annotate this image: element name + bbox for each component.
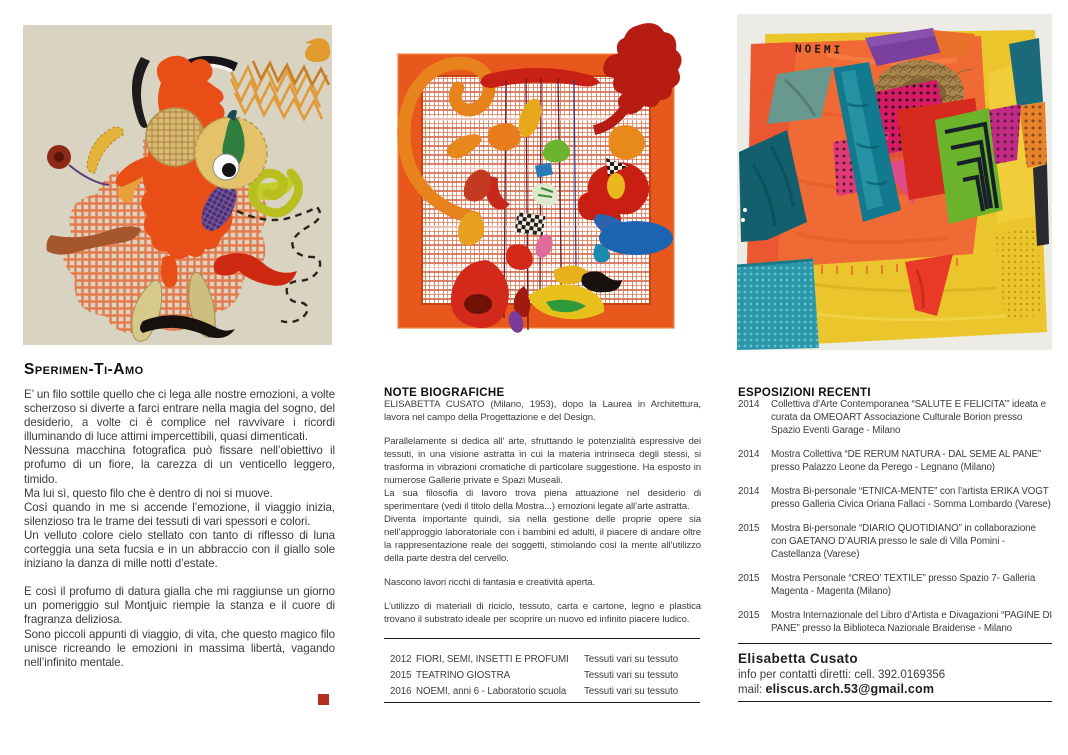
exhibition-text: Collettiva d’Arte Contemporanea “SALUTE E FELICITA’” ideata e curata da OMEOART Associazione Culturale Borion presso Spazio Eventi Garage - Milano (771, 399, 1046, 437)
work-year: 2012 (390, 654, 412, 665)
contact-mail-line (738, 682, 1052, 696)
body-paragraph: Nessuna macchina fotografica può fissare nell’obiettivo il profumo di un fiore, la carezza di un venticello leggero, timido. (24, 444, 335, 486)
divider-line (384, 638, 700, 639)
bio-paragraph: L’utilizzo di materiali di riciclo, tessuto, carta e cartone, legno e plastica trovano il substrato ideale per scoprire un nuovo ed infinito piacere ludico. (384, 601, 701, 625)
blue-fish-shape (599, 221, 673, 255)
bio-paragraph: Parallelamente si dedica all’ arte, sfruttando le potenzialità espressive dei tessuti, in una visione astratta in cui la materia intrinseca degli stessi, si trasforma in vibrazioni cromatiche di particolare suggestione. Ha esposto in numerose Gallerie private e Spazi Museali. (384, 436, 701, 486)
bio-text-block (384, 398, 701, 626)
list-item (738, 398, 1053, 438)
body-paragraph: Così quando in me si accende l’emozione, il viaggio inizia, silenzioso tra le trame dei tessuti di vari spessori e colori. (24, 500, 335, 528)
work-title: FIORI, SEMI, INSETTI E PROFUMI (416, 654, 569, 665)
divider-line (384, 702, 700, 703)
exhibition-year: 2015 (738, 573, 760, 585)
exhibition-text: Mostra Internazionale del Libro d’Artista e Divagazioni “PAGINE DI PANE” presso la Biblioteca Nazionale Braidense - Milano (771, 609, 1053, 635)
body-paragraph: Sono piccoli appunti di viaggio, di vita, che questo magico filo unisce ricreando le emozioni in massima libertà, vagando nell’infinito mentale. (24, 627, 335, 669)
divider-line (738, 701, 1052, 702)
exhibition-year: 2015 (738, 609, 760, 621)
exhibition-year: 2014 (738, 399, 760, 410)
contact-name: Elisabetta Cusato (738, 651, 859, 666)
body-paragraph: E’ un filo sottile quello che ci lega alle nostre emozioni, a volte scherzoso si diverte a farci entrare nella magia del sogno, del desiderio, a volte ci è complice nel ravvivare i ricordi illuminando di luce attimi impercettibili, quasi dimenticati. (24, 388, 335, 444)
page-title: Sperimen-Ti-Amo (24, 361, 144, 379)
left-artwork-image (23, 25, 332, 345)
divider-line (738, 643, 1052, 644)
bio-paragraph: La sua filosofia di lavoro trova piena attuazione nel desiderio di sperimentare (vedi il titolo della Mostra...) emozioni legate all’arte astratta. (384, 488, 701, 512)
list-item (738, 485, 1053, 511)
table-row (384, 652, 700, 668)
body-paragraph: E così il profumo di datura gialla che mi raggiunse un giorno un pomeriggio sul Montjuic riempie la stanza e il cuore di fragranza deliziosa. (24, 585, 335, 627)
body-paragraph: Ma lui sì, questo filo che è dentro di noi si muove. (24, 486, 273, 500)
table-row (384, 684, 700, 700)
bio-paragraph: Diventa importante quindi, sia nella gestione delle proprie opere sia nell’approggio laboratoriale con i bambini ed adulti, il piacere di andare oltre la rappresentazione reale dei soggetti, stimolando così la mente all’utilizzo della parte destra del cervello. (384, 514, 701, 564)
exhibitions-list (738, 398, 1053, 646)
list-item (738, 572, 1053, 598)
red-end-mark (318, 694, 329, 705)
work-technique: Tessuti vari su tessuto (584, 654, 679, 665)
exhibition-year: 2015 (738, 522, 760, 534)
contact-email: eliscus.arch.53@gmail.com (765, 682, 935, 696)
contact-block (738, 651, 1052, 696)
work-technique: Tessuti vari su tessuto (584, 669, 679, 681)
exhibition-text: Mostra Bi-personale “ETNICA-MENTE” con l’artista ERIKA VOGT presso Galleria Civica Oriana Fallaci - Somma Lombardo (Varese) (771, 486, 1051, 511)
mail-label: mail: (738, 684, 763, 696)
body-paragraph: Un velluto colore cielo stellato con tanto di riflesso di luna corteggia una seta fucsia e in un abbraccio con il giallo sole iniziano la danza di mille notti d’estate. (24, 528, 335, 571)
table-row (384, 668, 700, 684)
work-year: 2016 (390, 685, 412, 697)
exhibition-text: Mostra Collettiva “DE RERUM NATURA - DAL SEME AL PANE” presso Palazzo Leone da Perego - Legnano (Milano) (771, 449, 1042, 474)
contact-phone-line: info per contatti diretti: cell. 392.0169356 (738, 669, 946, 681)
intro-text-block (24, 388, 335, 670)
bio-section-heading: NOTE BIOGRAFICHE (384, 386, 505, 399)
work-title: NOEMI, anni 6 - Laboratorio scuola (416, 685, 567, 697)
artwork-handwritten-label: NOEMI (794, 42, 844, 57)
bio-paragraph: ELISABETTA CUSATO (Milano, 1953), dopo la Laurea in Architettura, lavora nel campo della Progettazione e del Design. (384, 399, 701, 423)
work-year: 2015 (390, 669, 412, 681)
list-item (738, 448, 1053, 474)
exhibition-year: 2014 (738, 449, 760, 461)
bio-paragraph: Nascono lavori ricchi di fantasia e creatività aperta. (384, 577, 596, 588)
woven-teal-square (737, 260, 819, 350)
right-artwork-image (737, 14, 1052, 350)
work-title: TEATRINO GIOSTRA (416, 669, 511, 681)
exhibition-text: Mostra Personale “CREO’ TEXTILE” presso Spazio 7- Galleria Magenta - Magenta (Milano) (771, 573, 1036, 598)
exhibitions-section-heading: ESPOSIZIONI RECENTI (738, 386, 871, 399)
list-item (738, 609, 1053, 635)
exhibition-text: Mostra Bi-personale “DIARIO QUOTIDIANO” in collaborazione con GAETANO D’AURIA presso le sale di Villa Pomini - Castellanza (Varese) (771, 522, 1036, 561)
middle-artwork-image (378, 18, 700, 350)
works-table (384, 652, 700, 699)
work-technique: Tessuti vari su tessuto (584, 685, 679, 697)
exhibition-year: 2014 (738, 486, 760, 498)
list-item (738, 522, 1053, 562)
